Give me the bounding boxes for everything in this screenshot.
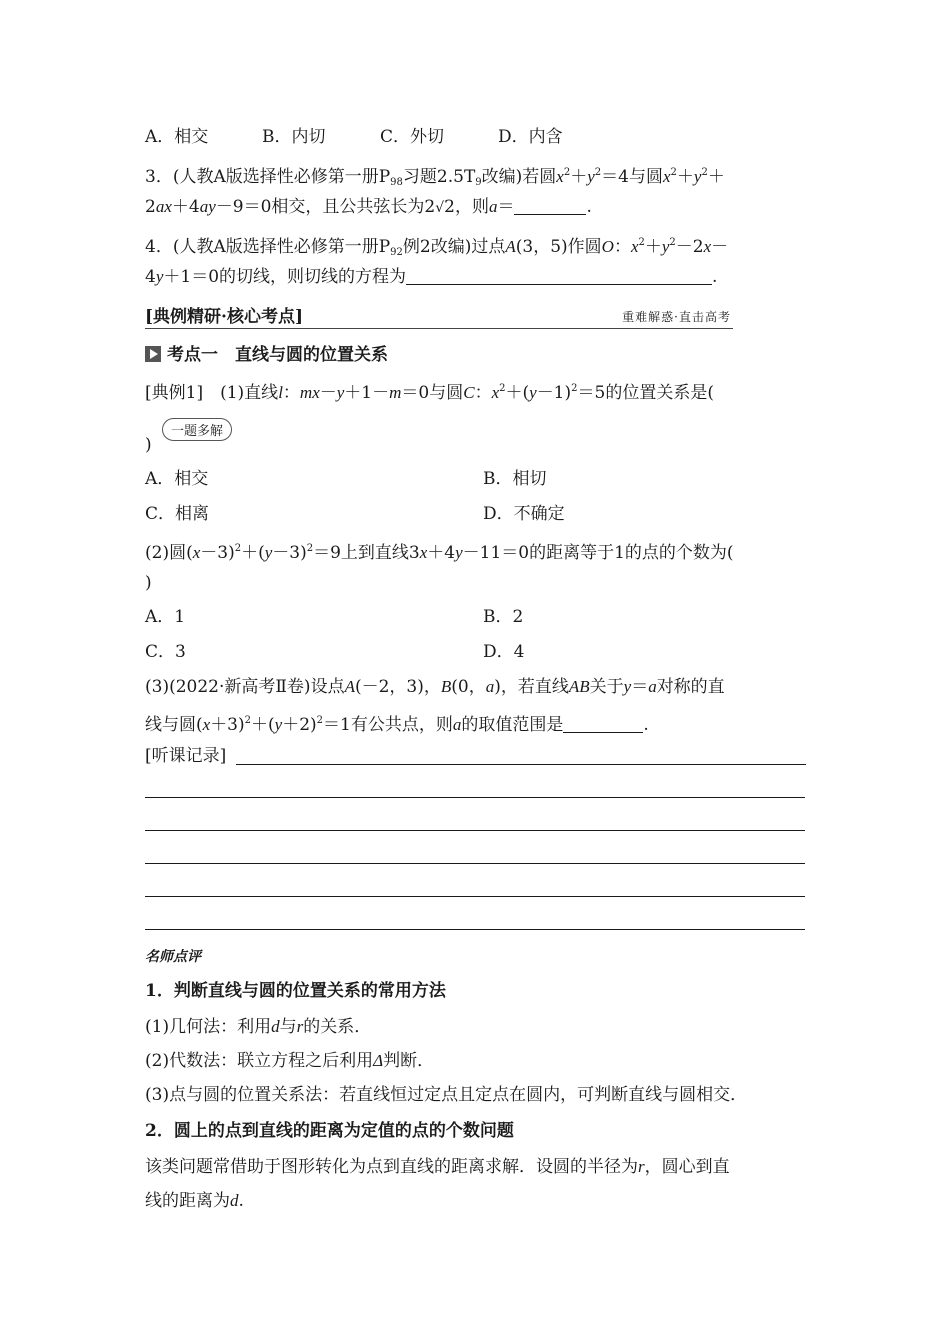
q2-option-a: A．相交	[145, 127, 209, 147]
tip-text-5: 线的距离为d.	[145, 1191, 244, 1211]
ex1-option-a: A．相交	[145, 469, 209, 489]
tip-heading-1: 1．判断直线与圆的位置关系的常用方法	[145, 981, 446, 1001]
answer-blank[interactable]	[563, 716, 643, 733]
ex1-option-c: C．相离	[145, 504, 210, 524]
section-title: [典例精研·核心考点]	[145, 307, 304, 327]
ex1-option-d: D．不确定	[483, 504, 565, 524]
question-4-line-2: 4y＋1＝0的切线，则切线的方程为 .	[145, 267, 718, 287]
answer-blank[interactable]	[514, 198, 586, 215]
example-3-line-1: (3)(2022·新高考Ⅱ卷)设点A(－2，3)，B(0，a)，若直线AB关于y＝a对称的直	[145, 677, 725, 697]
question-4-line-1: 4．(人教A版选择性必修第一册$P_{92}$例2改编)过点A(3，5)作圆O：$x^2+y^2-2x-$	[145, 237, 729, 258]
ex2-option-c: C．3	[145, 642, 186, 662]
example-2-line: (2)圆$(x-3)^2+(y-3)^2=9$上到直线3x＋4y－11＝0的距离等于1的点的个数为(	[145, 543, 734, 563]
note-line[interactable]	[145, 929, 805, 930]
q2-option-d: D．内含	[498, 127, 563, 147]
listen-notes-label: [听课记录]	[145, 746, 227, 766]
question-3-line-2: 2ax＋4ay－9＝0相交，且公共弦长为2√2，则a＝ .	[145, 197, 592, 217]
ex1-option-b: B．相切	[483, 469, 547, 489]
example-1-line: [典例1] (1)直线l：mx－y＋1－m＝0与圆C：$x^2+(y-1)^2=5$的位置关系是(	[145, 383, 714, 403]
tip-heading-2: 2．圆上的点到直线的距离为定值的点的个数问题	[145, 1121, 514, 1141]
ex2-option-b: B．2	[483, 607, 524, 627]
multi-solution-badge: 一题多解	[162, 418, 232, 441]
tip-text-1: (1)几何法：利用d与r的关系．	[145, 1017, 372, 1037]
section-header	[145, 302, 733, 329]
note-line[interactable]	[145, 797, 805, 798]
tip-text-4: 该类问题常借助于图形转化为点到直线的距离求解．设圆的半径为r，圆心到直	[145, 1157, 730, 1177]
ex2-option-a: A．1	[145, 607, 186, 627]
example-1-close-paren: )	[145, 435, 152, 455]
teacher-comment-label: 名师点评	[145, 949, 201, 965]
example-3-line-2: 线与圆$(x+3)^2+(y+2)^2=1$有公共点，则a的取值范围是 .	[145, 715, 649, 735]
note-line[interactable]	[145, 896, 805, 897]
example-2-close-paren: )	[145, 573, 152, 593]
answer-blank[interactable]	[406, 268, 712, 285]
kaodian-heading: 考点一 直线与圆的位置关系	[145, 344, 388, 366]
note-line[interactable]	[236, 764, 806, 765]
q2-option-b: B．内切	[262, 127, 326, 147]
tip-text-3: (3)点与圆的位置关系法：若直线恒过定点且定点在圆内，可判断直线与圆相交．	[145, 1085, 748, 1105]
ex2-option-d: D．4	[483, 642, 525, 662]
play-icon	[145, 346, 161, 362]
note-line[interactable]	[145, 830, 805, 831]
q2-option-c: C．外切	[380, 127, 445, 147]
tip-text-2: (2)代数法：联立方程之后利用Δ判断．	[145, 1051, 435, 1071]
section-subtitle: 重难解惑·直击高考	[622, 310, 731, 324]
note-line[interactable]	[145, 863, 805, 864]
question-3-line-1: 3．(人教A版选择性必修第一册$P_{98}$习题$2.5T_9$改编)若圆$x^2+y^2=4$与圆$x^2+y^2+$	[145, 167, 725, 188]
